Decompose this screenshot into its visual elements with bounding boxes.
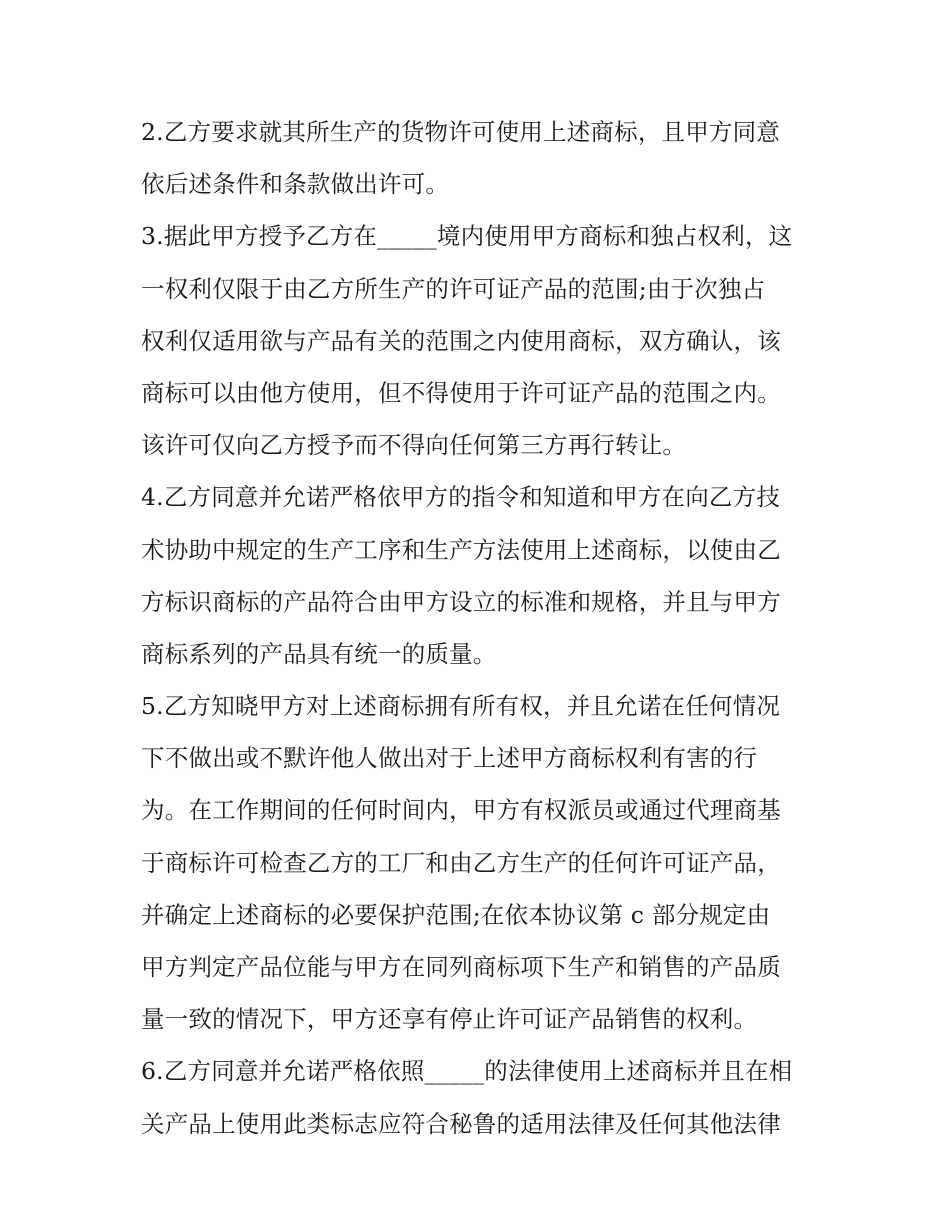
text-line-6: 商标可以由他方使用，但不得使用于许可证产品的范围之内。 (141, 378, 781, 407)
text-line-15: 于商标许可检查乙方的工厂和由乙方生产的任何许可证产品， (141, 848, 781, 877)
document-body (141, 106, 821, 1150)
text-line-17: 甲方判定产品位能与甲方在同列商标项下生产和销售的产品质 (141, 953, 781, 981)
text-line-1: 2.乙方要求就其所生产的货物许可使用上述商标，且甲方同意 (141, 118, 781, 146)
text-line-13: 下不做出或不默许他人做出对于上述甲方商标权利有害的行 (141, 744, 758, 773)
text-line-19: 6.乙方同意并允诺严格依照_____的法律使用上述商标并且在相 (141, 1057, 793, 1086)
text-line-5: 权利仅适用欲与产品有关的范围之内使用商标，双方确认，该 (141, 326, 781, 355)
text-line-3: 3.据此甲方授予乙方在_____境内使用甲方商标和独占权利，这 (141, 222, 793, 251)
text-line-9: 术协助中规定的生产工序和生产方法使用上述商标，以使由乙 (141, 535, 781, 564)
text-line-4: 一权利仅限于由乙方所生产的许可证产品的范围;由于次独占 (141, 274, 766, 303)
text-line-8: 4.乙方同意并允诺严格依甲方的指令和知道和甲方在向乙方技 (141, 483, 781, 512)
text-line-14: 为。在工作期间的任何时间内，甲方有权派员或通过代理商基 (141, 796, 781, 825)
text-line-12: 5.乙方知晓甲方对上述商标拥有所有权，并且允诺在任何情况 (141, 692, 781, 721)
text-line-16: 并确定上述商标的必要保护范围;在依本协议第 c 部分规定由 (141, 900, 771, 929)
text-line-10: 方标识商标的产品符合由甲方设立的标准和规格，并且与甲方 (141, 587, 781, 616)
text-line-20: 关产品上使用此类标志应符合秘鲁的适用法律及任何其他法律 (141, 1109, 781, 1138)
text-line-7: 该许可仅向乙方授予而不得向任何第三方再行转让。 (141, 431, 687, 460)
text-line-18: 量一致的情况下，甲方还享有停止许可证产品销售的权利。 (141, 1005, 758, 1034)
text-line-2: 依后述条件和条款做出许可。 (141, 170, 450, 199)
text-line-11: 商标系列的产品具有统一的质量。 (141, 639, 497, 668)
